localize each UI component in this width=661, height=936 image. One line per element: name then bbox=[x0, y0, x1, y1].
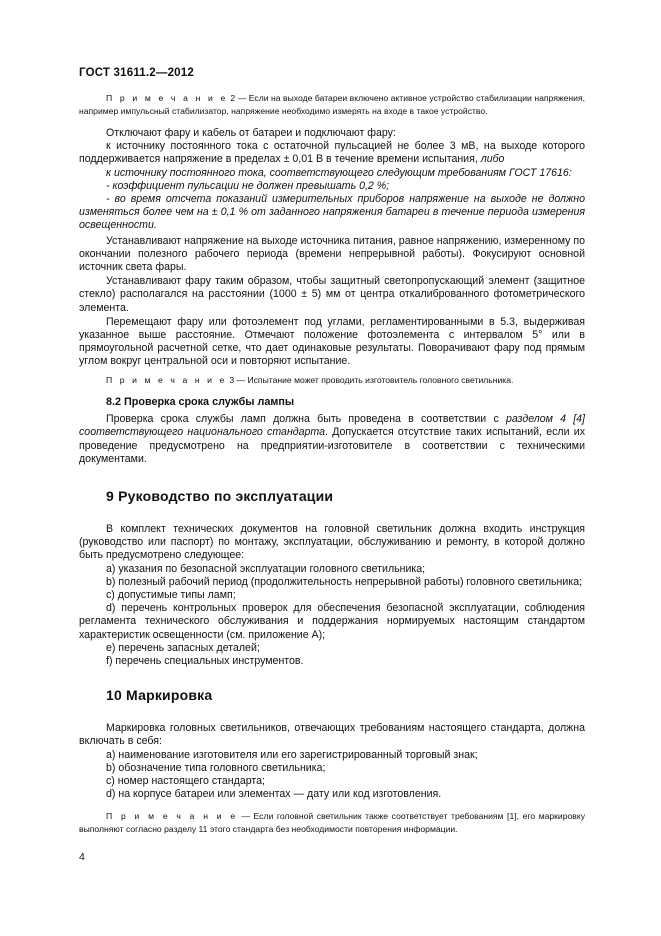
note-text: 3 — Испытание может проводить изготовитель головного светильника. bbox=[229, 374, 514, 385]
list-item: b) полезный рабочий период (продолжительность непрерывной работы) головного светильника; bbox=[106, 575, 583, 588]
text-end: . Допускается отсутствие таких испытаний, если их проведение предусмотрено на предприятии-изготовителе в соответствии с техническими документами. bbox=[79, 426, 585, 465]
note-label: П р и м е ч а н и е bbox=[106, 93, 228, 103]
section-9-intro: В комплект технических документов на головной светильник должна входить инструкция (руководство или паспорт) по монтажу, эксплуатации, обслуживанию и ремонту, в которой должно быть предусмотрено следующее: bbox=[79, 522, 585, 562]
list-item: f) перечень специальных инструментов. bbox=[106, 655, 304, 667]
note-2 bbox=[79, 92, 585, 117]
page-number: 4 bbox=[79, 851, 85, 863]
note-label: П р и м е ч а н и е bbox=[106, 811, 238, 822]
paragraph-position: Устанавливают фару таким образом, чтобы защитный светопропускающий элемент (защитное стекло) располагался на расстоянии (1000 ± 5) мм от центра откалиброванного фотометрического элемента. bbox=[79, 275, 585, 314]
text-italic: разделом 4 [4] соответствующего национального стандарта bbox=[79, 413, 586, 439]
supply-residual-tail: либо bbox=[480, 153, 505, 166]
paragraph-supply-residual bbox=[79, 140, 585, 166]
note-marking bbox=[79, 810, 585, 835]
note-3 bbox=[79, 374, 585, 387]
section-10-heading: 10 Маркировка bbox=[106, 687, 213, 704]
paragraph-connect: Отключают фару и кабель от батареи и подключают фару: bbox=[106, 127, 396, 139]
supply-item: - во время отсчета показаний измерительных приборов напряжение на выходе не должно изменяться более чем на ± 0,1 % от заданного напряжения батареи в течение периода измерения освещенности. bbox=[79, 193, 585, 232]
paragraph-voltage: Устанавливают напряжение на выходе источника питания, равное напряжению, измеренному по окончании полезного рабочего периода (времени непрерывной работы). Фокусируют основной источник света фары. bbox=[79, 234, 585, 274]
supply-item: - коэффициент пульсации не должен превышать 0,2 %; bbox=[106, 179, 390, 192]
page-content bbox=[79, 92, 585, 835]
paragraph-supply-standard: к источнику постоянного тока, соответствующего следующим требованиям ГОСТ 17616: bbox=[106, 166, 572, 179]
list-item: e) перечень запасных деталей; bbox=[106, 641, 260, 654]
document-header: ГОСТ 31611.2—2012 bbox=[79, 67, 194, 79]
list-item: a) указания по безопасной эксплуатации головного светильника; bbox=[106, 562, 426, 575]
list-item: b) обозначение типа головного светильника; bbox=[106, 761, 326, 774]
section-8-2-text bbox=[79, 413, 585, 466]
section-8-2-heading: 8.2 Проверка срока службы лампы bbox=[106, 396, 295, 409]
list-item: d) на корпусе батареи или элементах — дату или код изготовления. bbox=[106, 788, 442, 801]
section-10-intro: Маркировка головных светильников, отвечающих требованиям настоящего стандарта, должна включать в себя: bbox=[79, 722, 585, 748]
text-start: Проверка срока службы ламп должна быть проведена в соответствии с bbox=[106, 413, 499, 426]
list-item: d) перечень контрольных проверок для обеспечения безопасной эксплуатации, соблюдения регламента технического обслуживания и поддержания нормируемых настоящим стандартом характеристик освещенности (см. приложение А); bbox=[79, 602, 585, 641]
note-text: 2 — Если на выходе батареи включено активное устройство стабилизации напряжения, например импульсный стабилизатор, напряжение необходимо измерять на входе в такое устройство. bbox=[79, 93, 585, 116]
list-item: c) допустимые типы ламп; bbox=[106, 588, 236, 601]
list-item: c) номер настоящего стандарта; bbox=[106, 775, 265, 788]
list-item: a) наименование изготовителя или его зарегистрированный торговый знак; bbox=[106, 748, 478, 761]
note-label: П р и м е ч а н и е bbox=[106, 374, 227, 385]
supply-residual-text: к источнику постоянного тока с остаточной пульсацией не более 3 мВ, на выходе которого поддерживается напряжение в пределах ± 0,01 В в течение времени испытания, bbox=[79, 140, 585, 166]
paragraph-move: Перемещают фару или фотоэлемент под углами, регламентированными в 5.3, выдерживая указанное выше расстояние. Отмечают положение фотоэлемента с интервалом 5° или в прямоугольной расчетной сетке, что дает одинаковые результаты. Поворачивают фару под прямым углом вокруг центральной оси и повторяют испытание. bbox=[79, 315, 585, 368]
section-9-heading: 9 Руководство по эксплуатации bbox=[106, 487, 334, 504]
note-text: — Если головной светильник также соответствует требованиям [1], его маркировку выполняют согласно разделу 11 этого стандарта без необходимости повторения информации. bbox=[79, 811, 585, 834]
